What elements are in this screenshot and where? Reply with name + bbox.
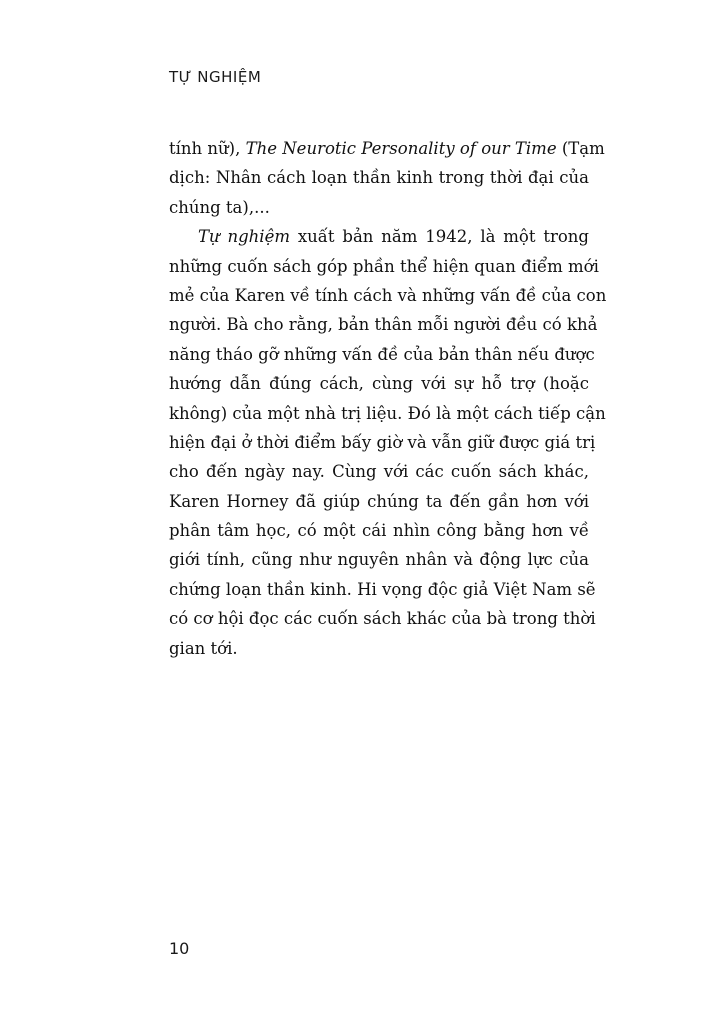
running-head: TỰ NGHIỆM [169,68,262,86]
text-run: những cuốn sách góp phần thể hiện quan điểm mới [169,256,599,276]
text-run: hiện đại ở thời điểm bấy giờ và vẫn giữ được giá trị [169,432,596,452]
text-line [169,428,596,457]
text-line [169,252,599,281]
text-run: chúng ta),... [169,197,270,217]
text-run: chứng loạn thần kinh. Hi vọng độc giả Việt Nam sẽ [169,579,596,599]
text-run: không) của một nhà trị liệu. Đó là một cách tiếp cận [169,403,606,423]
text-line [169,340,595,369]
italic-text: Tự nghiệm [198,227,290,247]
text-line [169,575,596,604]
text-line [169,193,589,222]
text-run: tính nữ), [169,139,246,158]
body-text [169,134,607,663]
text-run: năng tháo gỡ những vấn đề của bản thân nếu được [169,344,595,364]
text-run: Karen Horney đã giúp chúng ta đến gần hơn với [169,491,589,511]
text-run: (Tạm [556,139,605,158]
text-run: gian tới. [169,638,238,658]
text-line [169,457,589,486]
text-line [169,604,596,633]
text-run: phân tâm học, có một cái nhìn công bằng hơn về [169,521,589,541]
text-run: cho đến ngày nay. Cùng với các cuốn sách khác, [169,462,589,482]
text-line [169,369,589,398]
text-run: người. Bà cho rằng, bản thân mỗi người đều có khả [169,315,598,335]
text-run: giới tính, cũng như nguyên nhân và động lực của [169,550,589,570]
text-run: mẻ của Karen về tính cách và những vấn đề của con [169,285,607,305]
text-line [169,487,589,516]
text-line [169,281,607,310]
text-line [169,310,598,339]
text-line [169,134,605,163]
text-line [169,163,589,192]
text-line [169,222,589,251]
text-line [169,545,589,574]
page-number: 10 [169,939,190,958]
text-run: dịch: Nhân cách loạn thần kinh trong thời đại của [169,168,589,188]
text-run: hướng dẫn đúng cách, cùng với sự hỗ trợ (hoặc [169,374,589,394]
text-line [169,516,589,545]
italic-text: The Neurotic Personality of our Time [245,139,557,158]
text-line [169,399,606,428]
text-line [169,634,589,663]
text-run: xuất bản năm 1942, là một trong [290,227,589,247]
text-run: có cơ hội đọc các cuốn sách khác của bà trong thời [169,609,596,629]
